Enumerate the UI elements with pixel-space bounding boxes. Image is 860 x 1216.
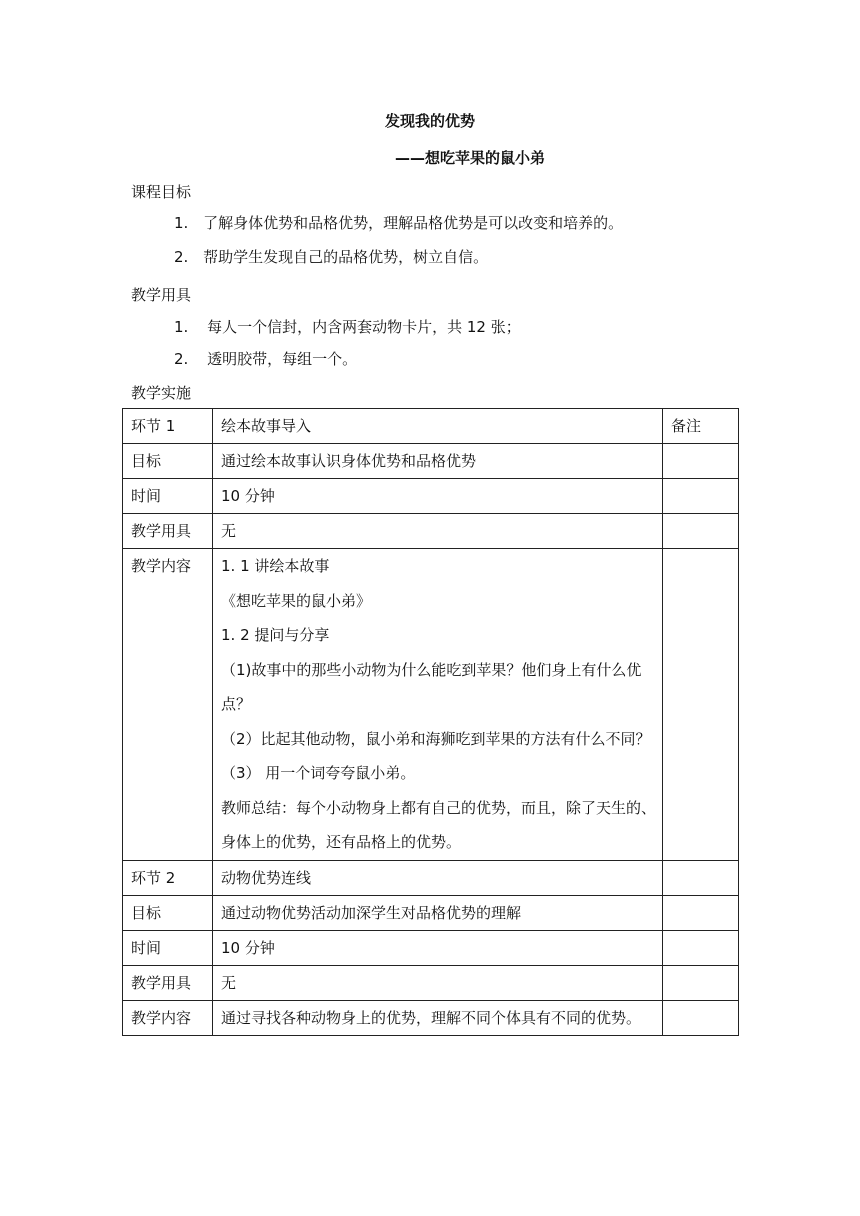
row-content: 通过寻找各种动物身上的优势，理解不同个体具有不同的优势。 bbox=[213, 1000, 663, 1035]
table-row bbox=[123, 965, 739, 1000]
row-content: 无 bbox=[213, 514, 663, 549]
row-note bbox=[663, 514, 739, 549]
material-item-text: 透明胶带，每组一个。 bbox=[207, 350, 358, 368]
row-note bbox=[663, 549, 739, 861]
row-note bbox=[663, 965, 739, 1000]
table-row bbox=[123, 895, 739, 930]
row-label: 时间 bbox=[123, 930, 213, 965]
table-row bbox=[123, 514, 739, 549]
row-content: 10 分钟 bbox=[213, 930, 663, 965]
row-note bbox=[663, 1000, 739, 1035]
row-note bbox=[663, 930, 739, 965]
goal-item-text: 了解身体优势和品格优势，理解品格优势是可以改变和培养的。 bbox=[203, 214, 624, 232]
row-content: 无 bbox=[213, 965, 663, 1000]
row-label: 教学用具 bbox=[123, 514, 213, 549]
row-note bbox=[663, 479, 739, 514]
content-line: （2）比起其他动物，鼠小弟和海狮吃到苹果的方法有什么不同？ bbox=[221, 729, 651, 748]
row-label: 时间 bbox=[123, 479, 213, 514]
row-content: 通过动物优势活动加深学生对品格优势的理解 bbox=[213, 895, 663, 930]
goal-item bbox=[174, 246, 488, 267]
material-item bbox=[174, 348, 357, 369]
lesson-plan-table bbox=[122, 408, 739, 1036]
row-label: 教学用具 bbox=[123, 965, 213, 1000]
row-label: 教学内容 bbox=[123, 1000, 213, 1035]
row-label: 教学内容 bbox=[123, 549, 213, 861]
table-row bbox=[123, 860, 739, 895]
table-row bbox=[123, 1000, 739, 1035]
material-item-number: 2. bbox=[174, 350, 189, 368]
material-item-number: 1. bbox=[174, 318, 189, 336]
row-content: 动物优势连线 bbox=[213, 860, 663, 895]
row-note bbox=[663, 860, 739, 895]
row-content: 通过绘本故事认识身体优势和品格优势 bbox=[213, 444, 663, 479]
row-note: 备注 bbox=[663, 409, 739, 444]
table-row bbox=[123, 549, 739, 861]
table-row bbox=[123, 409, 739, 444]
row-content bbox=[213, 549, 663, 861]
content-line: 1. 2 提问与分享 bbox=[221, 626, 330, 644]
table-row bbox=[123, 479, 739, 514]
content-line: 1. 1 讲绘本故事 bbox=[221, 557, 330, 575]
row-note bbox=[663, 895, 739, 930]
content-line: （3） 用一个词夸夸鼠小弟。 bbox=[221, 764, 416, 782]
content-line: 教师总结：每个小动物身上都有自己的优势，而且，除了天生的、身体上的优势，还有品格上的优势。 bbox=[221, 798, 657, 851]
row-label: 目标 bbox=[123, 895, 213, 930]
table-row bbox=[123, 930, 739, 965]
table-row bbox=[123, 444, 739, 479]
row-content: 绘本故事导入 bbox=[213, 409, 663, 444]
row-label: 环节 1 bbox=[123, 409, 213, 444]
goal-item bbox=[174, 212, 623, 233]
content-line: （1)故事中的那些小动物为什么能吃到苹果？他们身上有什么优点？ bbox=[221, 660, 642, 713]
goal-item-text: 帮助学生发现自己的品格优势，树立自信。 bbox=[203, 248, 489, 266]
material-item bbox=[174, 316, 521, 337]
material-item-text: 每人一个信封，内含两套动物卡片，共 12 张； bbox=[207, 318, 521, 336]
goal-item-number: 1. bbox=[174, 214, 189, 232]
row-label: 目标 bbox=[123, 444, 213, 479]
goal-item-number: 2. bbox=[174, 248, 189, 266]
document-subtitle: ——想吃苹果的鼠小弟 bbox=[394, 149, 545, 167]
row-note bbox=[663, 444, 739, 479]
content-line: 《想吃苹果的鼠小弟》 bbox=[221, 591, 372, 610]
materials-heading: 教学用具 bbox=[131, 286, 192, 304]
implementation-heading: 教学实施 bbox=[131, 384, 192, 402]
row-content: 10 分钟 bbox=[213, 479, 663, 514]
document-title: 发现我的优势 bbox=[384, 112, 475, 130]
goals-heading: 课程目标 bbox=[131, 183, 192, 201]
row-label: 环节 2 bbox=[123, 860, 213, 895]
